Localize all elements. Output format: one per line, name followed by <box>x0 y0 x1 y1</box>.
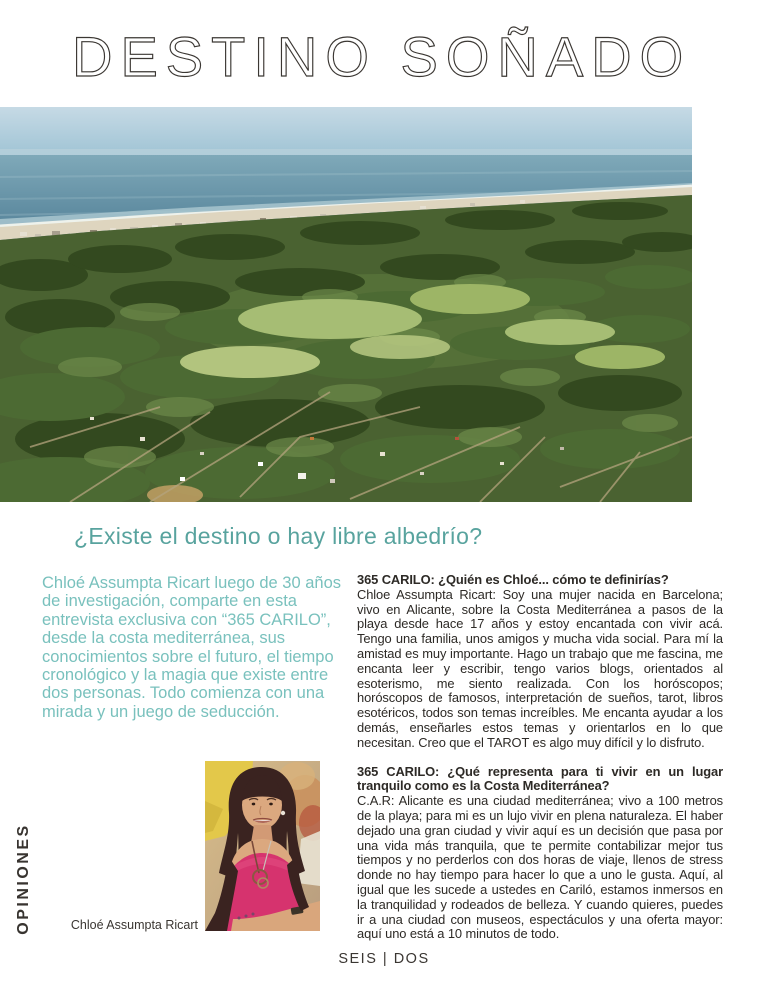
page-title-text: DESTINO SOÑADO <box>72 25 692 88</box>
page-number: SEIS | DOS <box>338 951 430 967</box>
page-title <box>70 10 730 94</box>
portrait-photo <box>205 761 320 931</box>
answer-1: Chloe Assumpta Ricart: Soy una mujer nacida en Barcelona; vivo en Alicante, sobre la Costa Mediterránea a pasos de la playa desde hace 17 años y estoy encantada con vivir acá. Tengo una familia, unos amigos y mucha vida social. Para mí la amistad es muy importante. Hago un trabajo que me fascina, me encanta leer y escribir, tengo varios blogs, orientados al esoterismo, me siento realizada. Con los horóscopos; horóscopos de famosos, interpretación de sueños, tarot, libros esotéricos, todos son temas increíbles. Me encanta ayudar a los demás, enseñarles estos temas y orientarlos en lo que necesitan. Creo que el TAROT es algo muy difícil y lo disfruto. <box>357 586 723 750</box>
intro-paragraph: Chloé Assumpta Ricart luego de 30 años de investigación, comparte en esta entrevista exclusiva con “365 CARILO”, desde la costa mediterránea, sus conocimientos sobre el futuro, el tiempo cronológico y la magia que existe entre dos personas. Todo comienza con una mirada y un juego de seducción. <box>42 574 342 721</box>
question-1: 365 CARILO: ¿Quién es Chloé... cómo te definirías? <box>357 572 669 587</box>
photo-sky <box>0 107 692 155</box>
question-2: 365 CARILO: ¿Qué representa para ti vivir en un lugar tranquilo como es la Costa Mediterránea? <box>357 763 723 794</box>
section-heading: ¿Existe el destino o hay libre albedrío? <box>74 523 483 549</box>
aerial-photo <box>0 107 692 502</box>
interview-column <box>357 573 723 956</box>
answer-2: C.A.R: Alicante es una ciudad mediterránea; vivo a 100 metros de la playa; para mi es un lujo vivir en plena naturaleza. El haber dejado una gran ciudad y vivir aquí es un decisión que pasa por una vida más tranquila, que te permite contabilizar mejor tus tiempos y no perderlos con dos horas de viaje, llenos de stress donde no hay tiempo para hacer lo que a uno le gusta. Aquí, al igual que les sucede a ustedes en Cariló, estamos inmersos en la tranquilidad y rodeados de belleza. Y cuando quieres, puedes ir a una ciudad con museos, espectáculos y una oferta mayor: aquí uno está a 10 minutos de todo. <box>357 793 723 942</box>
portrait-caption: Chloé Assumpta Ricart <box>70 918 198 932</box>
section-label-vertical: OPINIONES <box>15 823 32 935</box>
